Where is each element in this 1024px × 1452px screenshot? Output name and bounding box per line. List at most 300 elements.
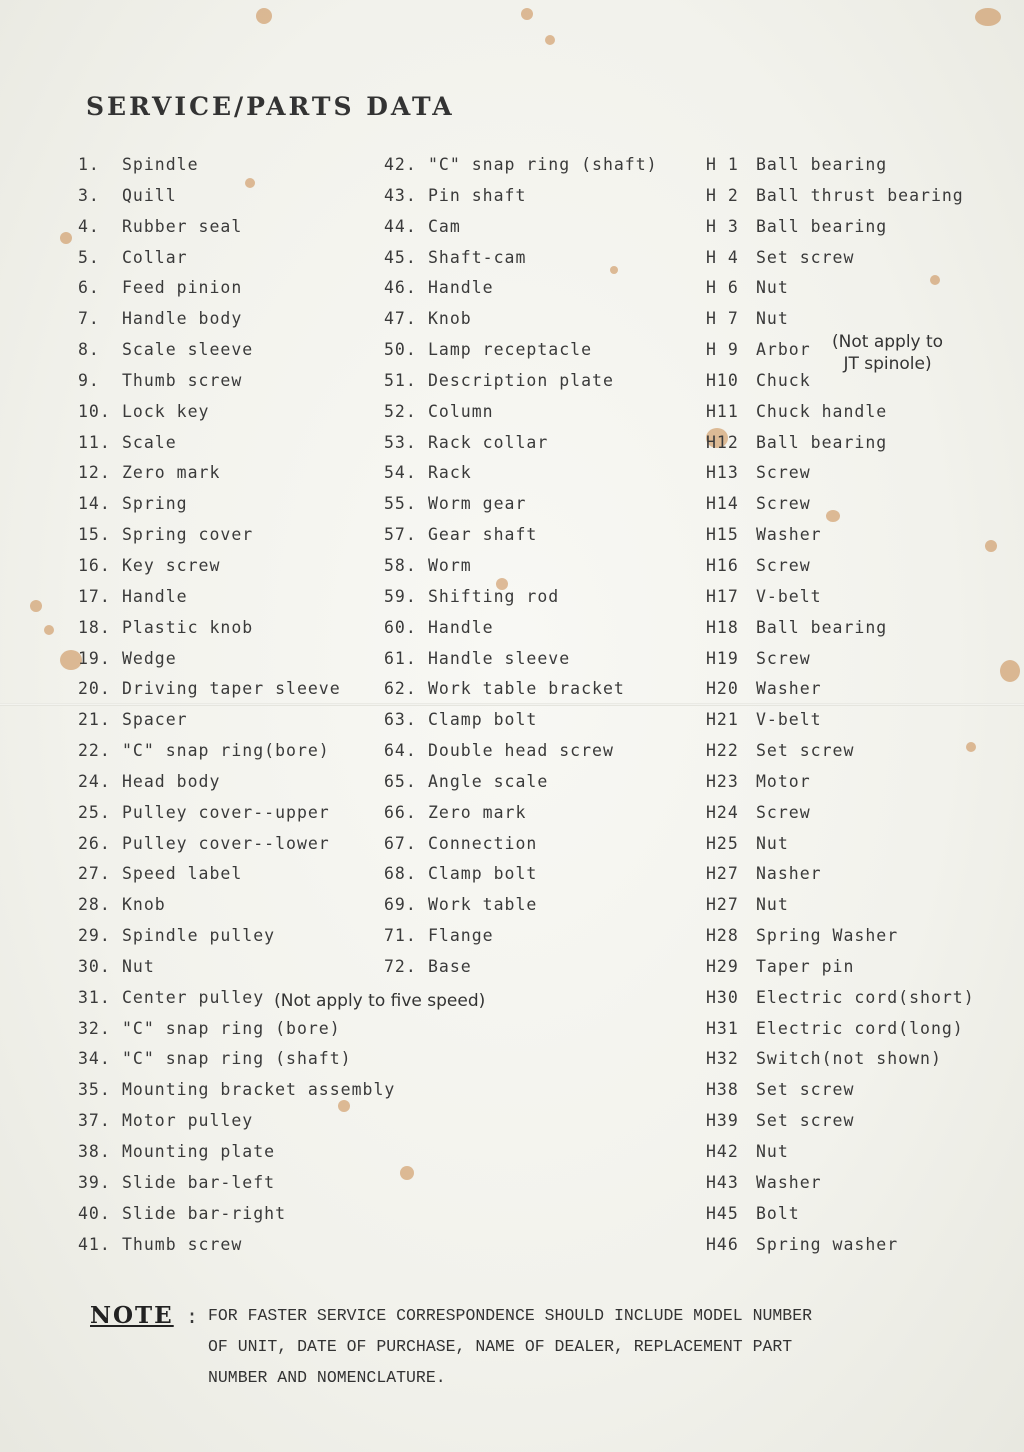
part-number: 58. (384, 555, 417, 575)
part-row (78, 1168, 408, 1199)
part-row (78, 1230, 408, 1261)
part-number: 14. (78, 494, 111, 514)
part-number: 55. (384, 494, 417, 514)
part-name: Shifting rod (428, 586, 560, 606)
part-name: Motor (756, 771, 811, 791)
part-name: Head body (122, 771, 221, 791)
rust-stain (545, 35, 555, 45)
part-number: H46 (706, 1234, 739, 1254)
part-number: H 2 (706, 185, 739, 205)
part-row (706, 551, 1016, 582)
part-row (78, 1075, 408, 1106)
part-name: Set screw (756, 1080, 855, 1100)
rust-stain (256, 8, 272, 24)
part-name: Handle (428, 617, 494, 637)
part-number: H32 (706, 1049, 739, 1069)
part-number: 47. (384, 309, 417, 329)
parts-column-3 (706, 150, 1016, 1260)
part-number: 67. (384, 833, 417, 853)
part-name: Nut (122, 956, 155, 976)
part-row (706, 428, 1016, 459)
part-number: 8. (78, 340, 100, 360)
part-number: H 1 (706, 155, 739, 174)
part-row (78, 798, 408, 829)
part-row (706, 1075, 1016, 1106)
part-name: Work table (428, 895, 538, 915)
part-name: Flange (428, 926, 494, 946)
part-name: Washer (756, 1172, 822, 1192)
part-row (78, 366, 408, 397)
part-row (384, 705, 714, 736)
part-number: 64. (384, 741, 417, 761)
part-row (78, 890, 408, 921)
part-row (384, 243, 714, 274)
part-number: H20 (706, 679, 739, 699)
part-name: Clamp bolt (428, 864, 538, 884)
part-number: 20. (78, 679, 111, 699)
part-name: Connection (428, 833, 538, 853)
part-number: H14 (706, 494, 739, 514)
part-name: Switch(not shown) (756, 1049, 942, 1069)
part-row (706, 705, 1016, 736)
part-number: H13 (706, 463, 739, 483)
part-number: 19. (78, 648, 111, 668)
part-row (384, 644, 714, 675)
part-name: Set screw (756, 247, 855, 267)
part-number: 3. (78, 185, 100, 205)
part-row (78, 859, 408, 890)
part-row (706, 1168, 1016, 1199)
part-number: H11 (706, 401, 739, 421)
part-row (78, 304, 408, 335)
part-number: 26. (78, 833, 111, 853)
part-row (384, 613, 714, 644)
part-row (78, 767, 408, 798)
part-number: 21. (78, 710, 111, 730)
part-number: 61. (384, 648, 417, 668)
part-row (384, 304, 714, 335)
part-number: 57. (384, 525, 417, 545)
part-row (706, 644, 1016, 675)
part-number: 69. (384, 895, 417, 915)
part-number: 66. (384, 802, 417, 822)
part-number: 34. (78, 1049, 111, 1069)
parts-column-2 (384, 150, 714, 983)
part-row (384, 859, 714, 890)
part-name: Rack collar (428, 432, 549, 452)
part-number: H39 (706, 1111, 739, 1131)
part-name: Knob (122, 895, 166, 915)
part-name: Bolt (756, 1203, 800, 1223)
part-name: Worm gear (428, 494, 527, 514)
part-name: Arbor (756, 340, 811, 360)
part-number: 1. (78, 155, 100, 174)
part-name: Wedge (122, 648, 177, 668)
part-number: 27. (78, 864, 111, 884)
part-name: Chuck handle (756, 401, 888, 421)
part-row (706, 489, 1016, 520)
part-row (706, 798, 1016, 829)
part-number: H25 (706, 833, 739, 853)
part-number: 43. (384, 185, 417, 205)
part-name: Nut (756, 895, 789, 915)
rust-stain (521, 8, 533, 20)
part-number: 16. (78, 555, 111, 575)
part-name: Ball bearing (756, 216, 888, 236)
part-number: 45. (384, 247, 417, 267)
part-name: Plastic knob (122, 617, 254, 637)
part-number: H42 (706, 1142, 739, 1161)
part-number: 9. (78, 370, 100, 390)
part-name: Washer (756, 525, 822, 545)
part-number: 62. (384, 679, 417, 699)
part-name: V-belt (756, 586, 822, 606)
part-row (706, 890, 1016, 921)
part-number: H30 (706, 987, 739, 1007)
part-number: H12 (706, 432, 739, 452)
part-number: 53. (384, 432, 417, 452)
part-name: Screw (756, 802, 811, 822)
part-name: Slide bar-left (122, 1172, 276, 1192)
part-row (78, 644, 408, 675)
part-number: 37. (78, 1111, 111, 1131)
part-row (78, 212, 408, 243)
part-row (78, 582, 408, 613)
part-row (78, 1044, 408, 1075)
part-number: 63. (384, 710, 417, 730)
part-number: H 4 (706, 247, 739, 267)
part-row (78, 1106, 408, 1137)
part-number: H15 (706, 525, 739, 545)
part-row (384, 150, 714, 181)
part-name: Screw (756, 555, 811, 575)
part-row (384, 890, 714, 921)
part-row (706, 458, 1016, 489)
part-row (706, 1199, 1016, 1230)
note-text (208, 1300, 998, 1393)
part-number: H27 (706, 864, 739, 884)
part-name: Chuck (756, 370, 811, 390)
part-name: Spring washer (756, 1234, 899, 1254)
part-number: 60. (384, 617, 417, 637)
part-row (384, 798, 714, 829)
part-row (78, 489, 408, 520)
part-number: H21 (706, 710, 739, 730)
part-row (78, 458, 408, 489)
part-number: H10 (706, 370, 739, 390)
part-name: Driving taper sleeve (122, 679, 341, 699)
part-row (706, 1137, 1016, 1168)
part-row (78, 705, 408, 736)
part-number: 12. (78, 463, 111, 483)
part-row (706, 1106, 1016, 1137)
part-row (78, 613, 408, 644)
part-row (78, 397, 408, 428)
part-name: "C" snap ring (bore) (122, 1018, 341, 1038)
part-row (384, 366, 714, 397)
part-name: Lock key (122, 401, 210, 421)
part-row (384, 212, 714, 243)
part-row (78, 1137, 408, 1168)
part-number: H18 (706, 617, 739, 637)
part-name: Mounting plate (122, 1142, 276, 1161)
part-number: H24 (706, 802, 739, 822)
part-number: H27 (706, 895, 739, 915)
part-row (706, 1044, 1016, 1075)
part-name: Handle (428, 278, 494, 298)
part-name: Spacer (122, 710, 188, 730)
part-number: H31 (706, 1018, 739, 1038)
note-line: FOR FASTER SERVICE CORRESPONDENCE SHOULD INCLUDE MODEL NUMBER (208, 1306, 812, 1325)
part-number: H16 (706, 555, 739, 575)
part-name: "C" snap ring (shaft) (122, 1049, 352, 1069)
part-row (706, 181, 1016, 212)
part-name: Handle sleeve (428, 648, 571, 668)
part-name: Key screw (122, 555, 221, 575)
part-row (706, 397, 1016, 428)
part-name: Screw (756, 648, 811, 668)
part-name: Ball bearing (756, 432, 888, 452)
part-name: Rubber seal (122, 216, 243, 236)
part-number: 72. (384, 956, 417, 976)
part-number: 11. (78, 432, 111, 452)
part-number: 25. (78, 802, 111, 822)
parts-column-1 (78, 150, 408, 1260)
part-name: Angle scale (428, 771, 549, 791)
part-name: Rack (428, 463, 472, 483)
part-number: H 7 (706, 309, 739, 329)
part-number: H38 (706, 1080, 739, 1100)
rust-stain (975, 8, 1001, 26)
part-name: Mounting bracket assembly (122, 1080, 396, 1100)
part-row (78, 520, 408, 551)
part-name: Pin shaft (428, 185, 527, 205)
part-number: 29. (78, 926, 111, 946)
part-number: 24. (78, 771, 111, 791)
part-name: Center pulley (122, 987, 265, 1007)
part-number: 65. (384, 771, 417, 791)
part-name: Gear shaft (428, 525, 538, 545)
part-number: H 3 (706, 216, 739, 236)
part-row (706, 983, 1016, 1014)
part-number: 6. (78, 278, 100, 298)
part-number: 15. (78, 525, 111, 545)
part-row (706, 767, 1016, 798)
part-name: Cam (428, 216, 461, 236)
part-row (384, 489, 714, 520)
part-row (706, 674, 1016, 705)
part-number: 68. (384, 864, 417, 884)
part-row (706, 273, 1016, 304)
part-name: Set screw (756, 741, 855, 761)
part-name: Handle (122, 586, 188, 606)
part-number: 30. (78, 956, 111, 976)
part-name: "C" snap ring (shaft) (428, 155, 658, 174)
part-number: 10. (78, 401, 111, 421)
part-number: 39. (78, 1172, 111, 1192)
rust-stain (30, 600, 42, 612)
part-row (78, 736, 408, 767)
part-number: H17 (706, 586, 739, 606)
part-name: Spring (122, 494, 188, 514)
part-number: H29 (706, 956, 739, 976)
part-row (78, 952, 408, 983)
part-name: Ball bearing (756, 617, 888, 637)
part-row (384, 335, 714, 366)
part-row (706, 859, 1016, 890)
part-number: 22. (78, 741, 111, 761)
part-row (78, 921, 408, 952)
part-row (384, 273, 714, 304)
part-name: Zero mark (428, 802, 527, 822)
part-row (706, 921, 1016, 952)
part-name: Thumb screw (122, 1234, 243, 1254)
note-line: NUMBER AND NOMENCLATURE. (208, 1368, 446, 1387)
note-line: OF UNIT, DATE OF PURCHASE, NAME OF DEALER, REPLACEMENT PART (208, 1337, 793, 1356)
part-row (706, 952, 1016, 983)
part-row (384, 551, 714, 582)
part-row (78, 335, 408, 366)
part-row (384, 829, 714, 860)
part-name: Nut (756, 278, 789, 298)
part-name: Work table bracket (428, 679, 625, 699)
part-row (384, 582, 714, 613)
part-name: Collar (122, 247, 188, 267)
part-number: 59. (384, 586, 417, 606)
arbor-footnote-line: (Not apply to (832, 332, 944, 352)
part-name: Motor pulley (122, 1111, 254, 1131)
part-name: Double head screw (428, 741, 614, 761)
part-row (384, 181, 714, 212)
part-number: 54. (384, 463, 417, 483)
part-number: 50. (384, 340, 417, 360)
part-name: Pulley cover--upper (122, 802, 330, 822)
part-name: Ball thrust bearing (756, 185, 964, 205)
part-row (706, 1230, 1016, 1261)
part-name: Knob (428, 309, 472, 329)
part-row (78, 428, 408, 459)
part-number: 40. (78, 1203, 111, 1223)
part-row (78, 829, 408, 860)
part-number: H28 (706, 926, 739, 946)
part-name: Pulley cover--lower (122, 833, 330, 853)
part-name: "C" snap ring(bore) (122, 741, 330, 761)
part-row (706, 243, 1016, 274)
part-number: 46. (384, 278, 417, 298)
part-name: Set screw (756, 1111, 855, 1131)
part-name: Nut (756, 309, 789, 329)
part-row (384, 952, 714, 983)
part-row (78, 150, 408, 181)
part-name: Speed label (122, 864, 243, 884)
part-row (706, 212, 1016, 243)
part-name: Electric cord(short) (756, 987, 975, 1007)
part-row (706, 736, 1016, 767)
part-row (384, 397, 714, 428)
part-name: Ball bearing (756, 155, 888, 174)
part-row (78, 674, 408, 705)
part-name: Handle body (122, 309, 243, 329)
note-colon: : (186, 1304, 199, 1328)
part-number: 17. (78, 586, 111, 606)
part-name: Nut (756, 1142, 789, 1161)
part-row (78, 1014, 408, 1045)
part-row (384, 767, 714, 798)
part-name: Scale (122, 432, 177, 452)
part-row (78, 1199, 408, 1230)
part-row (706, 582, 1016, 613)
center-pulley-footnote: (Not apply to five speed) (274, 990, 486, 1011)
part-row (706, 150, 1016, 181)
part-number: 31. (78, 987, 111, 1007)
part-number: 7. (78, 309, 100, 329)
part-name: Feed pinion (122, 278, 243, 298)
page-title: SERVICE/PARTS DATA (86, 92, 455, 121)
part-number: 51. (384, 370, 417, 390)
part-name: Nasher (756, 864, 822, 884)
rust-stain (60, 232, 72, 244)
rust-stain (44, 625, 54, 635)
part-number: 41. (78, 1234, 111, 1254)
part-name: Description plate (428, 370, 614, 390)
part-number: 52. (384, 401, 417, 421)
part-row (78, 551, 408, 582)
part-name: Base (428, 956, 472, 976)
part-name: Scale sleeve (122, 340, 254, 360)
part-number: 42. (384, 155, 417, 174)
part-row (706, 613, 1016, 644)
part-row (706, 829, 1016, 860)
part-row (384, 674, 714, 705)
part-name: Shaft-cam (428, 247, 527, 267)
part-number: 44. (384, 216, 417, 236)
note-label: NOTE (90, 1302, 174, 1329)
part-name: Lamp receptacle (428, 340, 593, 360)
part-row (384, 428, 714, 459)
part-row (706, 520, 1016, 551)
part-number: H19 (706, 648, 739, 668)
part-number: 38. (78, 1142, 111, 1161)
part-number: 5. (78, 247, 100, 267)
part-number: H45 (706, 1203, 739, 1223)
part-number: 35. (78, 1080, 111, 1100)
part-name: Thumb screw (122, 370, 243, 390)
part-number: 32. (78, 1018, 111, 1038)
part-name: Washer (756, 679, 822, 699)
part-name: V-belt (756, 710, 822, 730)
part-name: Spring cover (122, 525, 254, 545)
part-name: Taper pin (756, 956, 855, 976)
part-name: Clamp bolt (428, 710, 538, 730)
part-name: Slide bar-right (122, 1203, 287, 1223)
part-name: Nut (756, 833, 789, 853)
part-row (78, 243, 408, 274)
part-row (384, 736, 714, 767)
part-number: H43 (706, 1172, 739, 1192)
part-number: 28. (78, 895, 111, 915)
part-row (706, 1014, 1016, 1045)
part-name: Screw (756, 494, 811, 514)
part-number: H22 (706, 741, 739, 761)
part-name: Zero mark (122, 463, 221, 483)
part-name: Column (428, 401, 494, 421)
part-name: Quill (122, 185, 177, 205)
part-name: Worm (428, 555, 472, 575)
part-number: H 6 (706, 278, 739, 298)
part-name: Spindle (122, 155, 199, 174)
part-row (384, 458, 714, 489)
part-row (384, 921, 714, 952)
